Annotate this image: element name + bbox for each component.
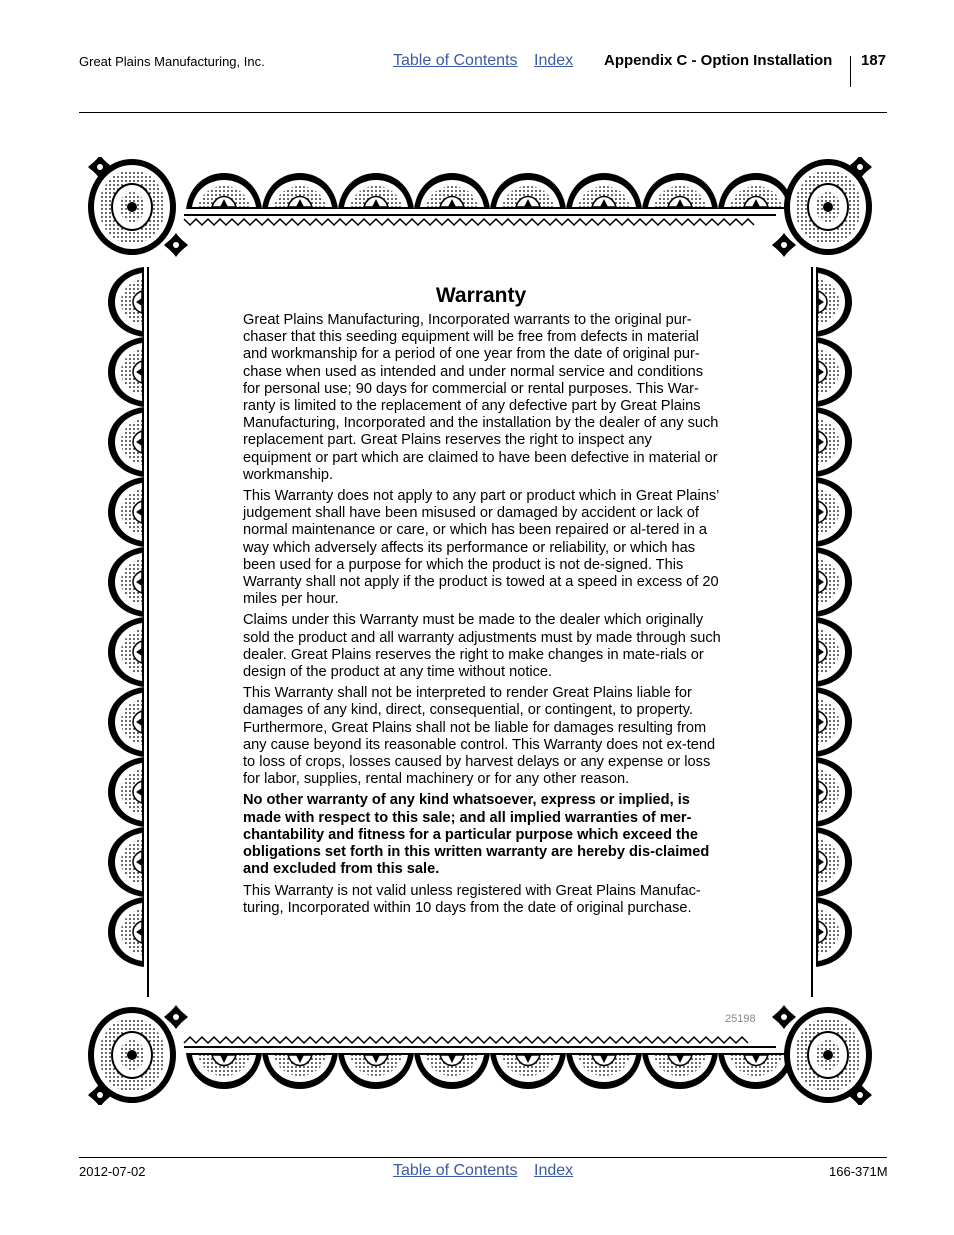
- footer-doc-number: 166-371M: [829, 1164, 888, 1179]
- warranty-disclaimer: No other warranty of any kind whatsoever, express or implied, is made with respect to this sale; and all implied warranties of mer-chantability and fitness for a particular purpose which exceed the obligations set forth in this written warranty are hereby dis-claimed and excluded from this sale.: [243, 792, 710, 878]
- header-company-name: Great Plains Manufacturing, Inc.: [79, 54, 265, 69]
- header-divider: [850, 56, 851, 87]
- footer-toc-link[interactable]: Table of Contents: [393, 1162, 518, 1179]
- header-toc-link[interactable]: Table of Contents: [393, 52, 518, 69]
- footer-rule: [79, 1157, 887, 1158]
- footer-index-link[interactable]: Index: [534, 1162, 574, 1179]
- warranty-title: Warranty: [435, 284, 527, 307]
- header-rule: [79, 112, 887, 113]
- header-section-title: Appendix C - Option Installation: [604, 52, 833, 69]
- warranty-paragraph: Claims under this Warranty must be made to the dealer which originally sold the product and all warranty adjustments must by made through such dealer. Great Plains reserves the right to make changes in mate-rials or design of the product at any time without notice.: [243, 612, 721, 681]
- warranty-paragraph: This Warranty does not apply to any part or product which in Great Plains’ judgement shall have been misused or damaged by accident or lack of normal maintenance or care, or which has been repaired or al-tered in a way which adversely affects its performance or reliability, or which has been used for a purpose for which the product is not de-signed. This Warranty shall not apply if the product is towed at a speed in excess of 20 miles per hour.: [243, 488, 719, 608]
- page-number: 187: [861, 52, 887, 69]
- warranty-paragraph: Great Plains Manufacturing, Incorporated warrants to the original pur-chaser that this seeding equipment will be free from defects in material and workmanship for a period of one year from the date of original pur-chase when used as intended and under normal service and conditions for personal use; 90 days for commercial or rental purposes. This War-ranty is limited to the replacement of any defective part by Great Plains Manufacturing, Incorporated and the installation by the dealer of any such replacement part. Great Plains reserves the right to inspect any equipment or part which are claimed to have been defective in material or workmanship.: [243, 312, 719, 483]
- warranty-body: [243, 312, 723, 921]
- warranty-paragraph: This Warranty is not valid unless registered with Great Plains Manufac-turing, Incorporated within 10 days from the date of original purchase.: [243, 882, 701, 916]
- figure-number: 25198: [725, 1013, 756, 1025]
- footer-date: 2012-07-02: [79, 1164, 146, 1179]
- header-index-link[interactable]: Index: [534, 52, 574, 69]
- warranty-paragraph: This Warranty shall not be interpreted to render Great Plains liable for damages of any kind, direct, consequential, or contingent, to property. Furthermore, Great Plains shall not be liable for damages resulting from any cause beyond its reasonable control. This Warranty does not ex-tend to loss of crops, losses caused by harvest delays or any expense or loss for labor, supplies, rental machinery or for any other reason.: [243, 685, 716, 788]
